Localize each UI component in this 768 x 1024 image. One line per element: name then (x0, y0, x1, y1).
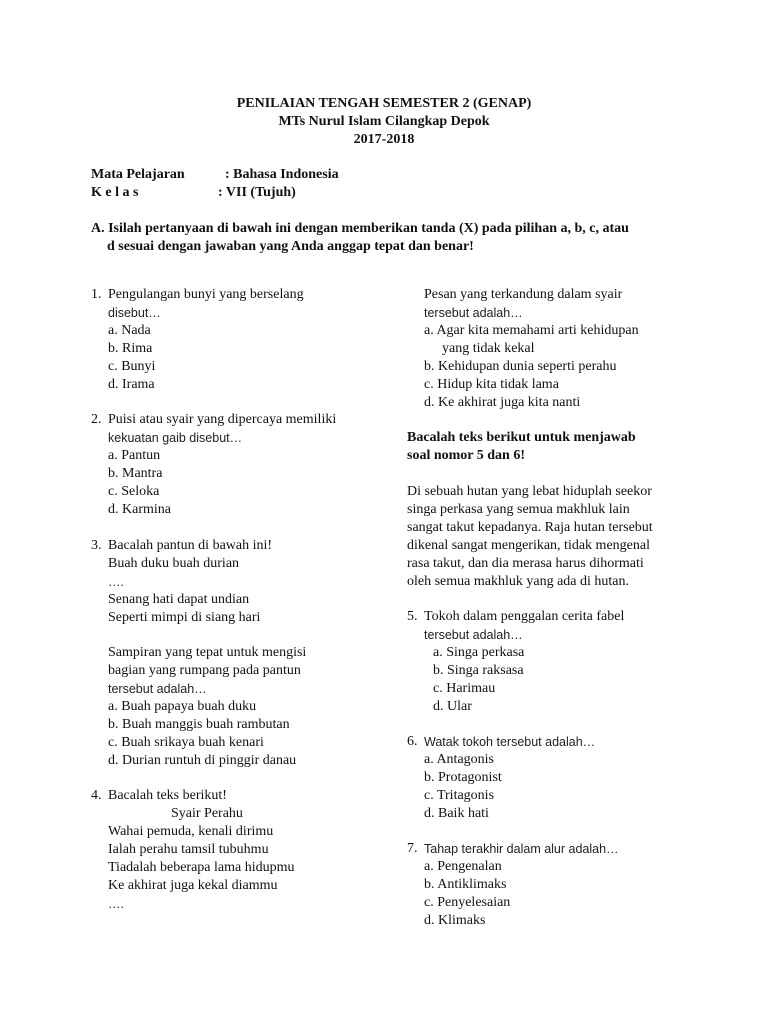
q2-number: 2. (91, 412, 102, 427)
instruction-line-1: A. Isilah pertanyaan di bawah ini dengan memberikan tanda (X) pada pilihan a, b, c, atau (91, 221, 629, 236)
q6-option-c: c. Tritagonis (424, 788, 495, 803)
q4-poem-line-2: Ialah perahu tamsil tubuhmu (108, 842, 269, 857)
q1-text-line-2: disebut… (108, 306, 161, 320)
q3-option-c: c. Buah srikaya buah kenari (108, 735, 264, 750)
q1-option-c: c. Bunyi (108, 359, 156, 374)
q4-poem-line-3: Tiadalah beberapa lama hidupmu (108, 860, 295, 875)
q1-number: 1. (91, 287, 102, 302)
q2-text-line-2: kekuatan gaib disebut… (108, 431, 243, 445)
q4-option-a: a. Agar kita memahami arti kehidupan (424, 323, 639, 338)
q4-option-c: c. Hidup kita tidak lama (424, 377, 559, 392)
q5-option-a: a. Singa perkasa (433, 645, 525, 660)
q7-option-a: a. Pengenalan (424, 859, 502, 874)
q3-option-b: b. Buah manggis buah rambutan (108, 717, 290, 732)
q1-option-a: a. Nada (108, 323, 151, 338)
q4-option-d: d. Ke akhirat juga kita nanti (424, 395, 581, 410)
reading-line-6: oleh semua makhluk yang ada di hutan. (407, 574, 629, 589)
q1-option-b: b. Rima (108, 341, 153, 356)
q7-text-line-1: Tahap terakhir dalam alur adalah… (424, 842, 619, 856)
q4-poem-line-4: Ke akhirat juga kekal diammu (108, 878, 278, 893)
q4-option-a-cont: yang tidak kekal (442, 341, 535, 356)
q5-number: 5. (407, 609, 418, 624)
reading-line-4: dikenal sangat mengerikan, tidak mengenal (407, 538, 650, 553)
q5-text-line-2: tersebut adalah… (424, 628, 523, 642)
q4-poem-line-5: …. (108, 897, 124, 911)
q6-number: 6. (407, 734, 418, 749)
q3-pantun-line-2: …. (108, 575, 124, 589)
q3-option-d: d. Durian runtuh di pinggir danau (108, 753, 297, 768)
q3-pantun-line-1: Buah duku buah durian (108, 556, 240, 571)
subject-label: Mata Pelajaran (91, 167, 185, 182)
q3-question-line-1: Sampiran yang tepat untuk mengisi (108, 645, 307, 660)
q1-option-d: d. Irama (108, 377, 155, 392)
q7-option-c: c. Penyelesaian (424, 895, 511, 910)
q3-pantun-line-4: Seperti mimpi di siang hari (108, 610, 261, 625)
q5-option-c: c. Harimau (433, 681, 496, 696)
q2-option-c: c. Seloka (108, 484, 160, 499)
q4-option-b: b. Kehidupan dunia seperti perahu (424, 359, 617, 374)
q6-option-a: a. Antagonis (424, 752, 494, 767)
q4-question-line-1: Pesan yang terkandung dalam syair (424, 287, 623, 302)
school-year: 2017-2018 (353, 132, 415, 147)
q3-option-a: a. Buah papaya buah duku (108, 699, 257, 714)
q1-text-line-1: Pengulangan bunyi yang berselang (108, 287, 304, 302)
reading-heading-line-2: soal nomor 5 dan 6! (407, 448, 525, 463)
q5-option-b: b. Singa raksasa (433, 663, 524, 678)
q2-option-a: a. Pantun (108, 448, 161, 463)
class-label: K e l a s (91, 185, 139, 200)
q4-text-line-1: Bacalah teks berikut! (108, 788, 227, 803)
q2-option-b: b. Mantra (108, 466, 163, 481)
class-value: : VII (Tujuh) (218, 185, 296, 200)
subject-value: : Bahasa Indonesia (225, 167, 339, 182)
q3-pantun-line-3: Senang hati dapat undian (108, 592, 250, 607)
q2-option-d: d. Karmina (108, 502, 171, 517)
q6-option-d: d. Baik hati (424, 806, 489, 821)
q5-option-d: d. Ular (433, 699, 472, 714)
q4-poem-line-1: Wahai pemuda, kenali dirimu (108, 824, 274, 839)
q6-option-b: b. Protagonist (424, 770, 502, 785)
q7-option-d: d. Klimaks (424, 913, 486, 928)
instruction-line-2: d sesuai dengan jawaban yang Anda anggap tepat dan benar! (107, 239, 474, 254)
q3-number: 3. (91, 538, 102, 553)
q4-poem-title: Syair Perahu (171, 806, 243, 821)
q4-number: 4. (91, 788, 102, 803)
reading-line-3: sangat takut kepadanya. Raja hutan tersebut (407, 520, 653, 535)
q7-number: 7. (407, 841, 418, 856)
q3-text-line-1: Bacalah pantun di bawah ini! (108, 538, 273, 553)
school-name: MTs Nurul Islam Cilangkap Depok (278, 114, 490, 129)
q6-text-line-1: Watak tokoh tersebut adalah… (424, 735, 596, 749)
q3-question-line-3: tersebut adalah… (108, 682, 207, 696)
q3-question-line-2: bagian yang rumpang pada pantun (108, 663, 301, 678)
q5-text-line-1: Tokoh dalam penggalan cerita fabel (424, 609, 625, 624)
reading-heading-line-1: Bacalah teks berikut untuk menjawab (407, 430, 636, 445)
q7-option-b: b. Antiklimaks (424, 877, 507, 892)
reading-line-2: singa perkasa yang semua makhluk lain (407, 502, 630, 517)
q4-question-line-2: tersebut adalah… (424, 306, 523, 320)
reading-line-1: Di sebuah hutan yang lebat hiduplah seekor (407, 484, 652, 499)
q2-text-line-1: Puisi atau syair yang dipercaya memiliki (108, 412, 337, 427)
exam-title: PENILAIAN TENGAH SEMESTER 2 (GENAP) (236, 96, 532, 111)
reading-line-5: rasa takut, dan dia merasa harus dihormati (407, 556, 644, 571)
